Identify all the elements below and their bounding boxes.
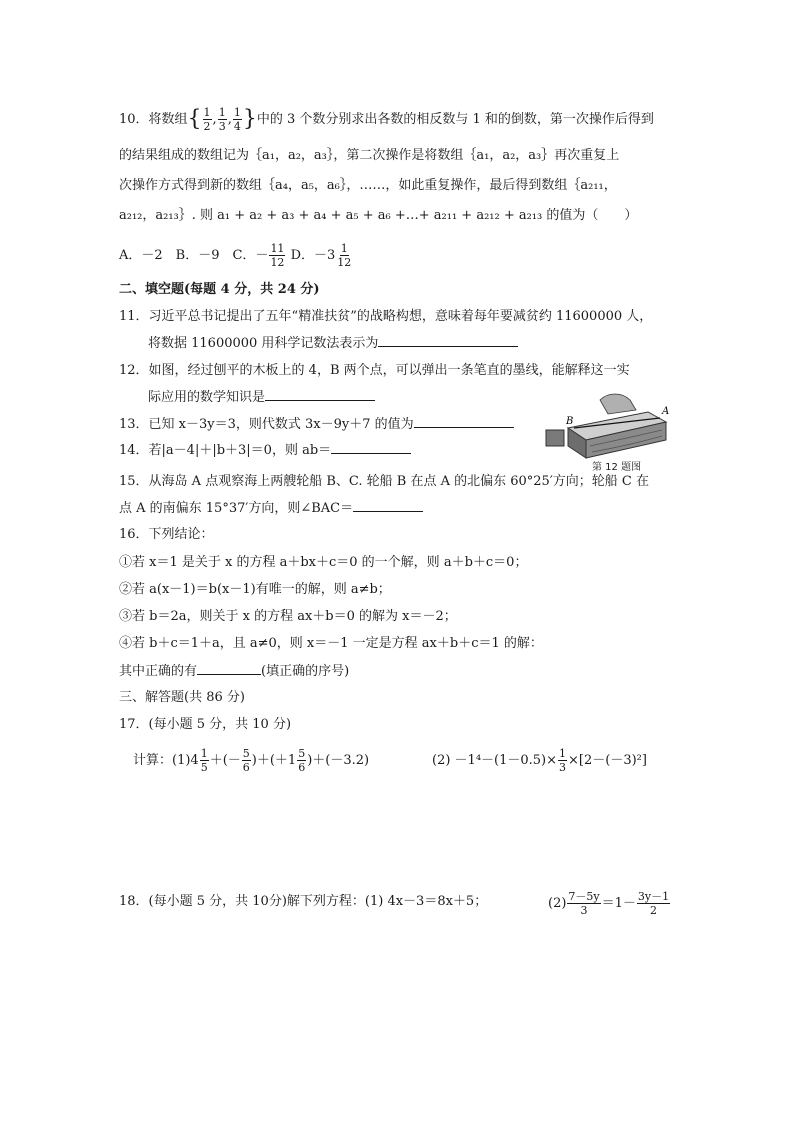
- q11-line-2: 将数据 11600000 用科学记数法表示为: [148, 333, 518, 354]
- q10-line-2: 的结果组成的数组记为｛a₁，a₂，a₃｝，第二次操作是将数组｛a₁，a₂，a₃｝再次重复上: [119, 148, 620, 163]
- q18-part-1: 18．(每小题 5 分，共 10分)解下列方程：(1) 4x－3＝8x＋5；: [119, 894, 488, 909]
- brace-open: {: [187, 106, 202, 132]
- figure-caption: 第 12 题图: [592, 462, 642, 473]
- q10-line-1: 10．将数组{ $\frac{1}{2}$ , $\frac{1}{3}$ , $\frac{1}{4}$ }中的 3 个数分别求出各数的相反数与 1 和的倒数，第一次操作后得到: [119, 106, 654, 133]
- section-heading-fill-blank: 二、填空题(每题 4 分，共 24 分): [119, 282, 320, 297]
- fraction: $\frac{1}{5}$: [200, 747, 208, 774]
- q15-line-1: 15．从海岛 A 点观察海上两艘轮船 B、C. 轮船 B 在点 A 的北偏东 60°25′方向；轮船 C 在: [119, 474, 649, 489]
- q17-part-1: 计算：(1)4 $\frac{1}{5}$ ＋(－ $\frac{5}{6}$ )＋(＋1 $\frac{5}{6}$ )＋(－3.2): [133, 747, 370, 774]
- fraction: $\frac{5}{6}$: [298, 747, 306, 774]
- fraction: $\frac{5}{6}$: [242, 747, 250, 774]
- q11-line-1: 11．习近平总书记提出了五年“精准扶贫”的战略构想，意味着每年要减贫约 11600000 人，: [119, 309, 653, 324]
- answer-blank: [414, 414, 514, 428]
- q10-options: A．－2 B．－9 C．－ $\frac{11}{12}$ D．－3 $\frac{1}{12}$: [119, 242, 352, 269]
- hand-icon: [600, 394, 636, 414]
- q16-statement-1: ①若 x＝1 是关于 x 的方程 a＋bx＋c＝0 的一个解，则 a＋b＋c＝0；: [119, 555, 528, 570]
- q17-header: 17．(每小题 5 分，共 10 分): [119, 717, 292, 732]
- q16-intro: 16．下列结论：: [119, 527, 214, 542]
- q10-line-4: a₂₁₂，a₂₁₃｝. 则 a₁ + a₂ + a₃ + a₄ + a₅ + a₆ +…+ a₂₁₁ + a₂₁₂ + a₂₁₃ 的值为（ ）: [119, 208, 638, 223]
- section-heading-solve: 三、解答题(共 86 分): [119, 690, 245, 705]
- q10-text: 10．将数组: [119, 112, 188, 127]
- q16-statement-2: ②若 a(x－1)＝b(x－1)有唯一的解，则 a≠b；: [119, 582, 391, 597]
- answer-blank: [353, 498, 423, 512]
- fraction: $\frac{1}{3}$: [218, 106, 226, 133]
- q14: 14．若|a－4|＋|b＋3|＝0，则 ab＝: [119, 440, 411, 461]
- fraction: $\frac{1}{3}$: [559, 747, 567, 774]
- answer-blank: [265, 387, 375, 401]
- answer-blank: [197, 661, 261, 675]
- q16-statement-3: ③若 b＝2a，则关于 x 的方程 ax＋b＝0 的解为 x＝－2；: [119, 609, 457, 624]
- fraction: $\frac{11}{12}$: [270, 242, 285, 269]
- q16-answer: 其中正确的有 (填正确的序号): [119, 661, 349, 682]
- q18-part-2: (2) $\frac{7-5y}{3}$ ＝1－ $\frac{3y-1}{2}$: [548, 890, 670, 917]
- q16-statement-4: ④若 b＋c＝1＋a，且 a≠0，则 x＝－1 一定是方程 ax＋b＋c＝1 的解：: [119, 636, 543, 651]
- q10-text: 中的 3 个数分别求出各数的相反数与 1 和的倒数，第一次操作后得到: [256, 112, 654, 127]
- answer-blank: [378, 333, 518, 347]
- fraction: $\frac{3y-1}{2}$: [637, 890, 670, 917]
- q12-line-2: 际应用的数学知识是: [148, 387, 375, 408]
- q15-line-2: 点 A 的南偏东 15°37′方向，则∠BAC＝: [119, 498, 423, 519]
- brace-close: }: [242, 106, 257, 132]
- fraction: $\frac{1}{4}$: [233, 106, 241, 133]
- fraction: $\frac{7-5y}{3}$: [568, 890, 600, 917]
- q12-line-1: 12．如图，经过刨平的木板上的 4，B 两个点，可以弹出一条笔直的墨线，能解释这一实: [119, 363, 630, 378]
- q10-line-3: 次操作方式得到新的数组｛a₄，a₅，a₆｝，……，如此重复操作，最后得到数组｛a₂₁₁，: [119, 178, 617, 193]
- q13: 13．已知 x－3y＝3，则代数式 3x－9y＋7 的值为: [119, 414, 514, 435]
- label-a: A: [662, 406, 670, 417]
- ink-box: [546, 430, 564, 446]
- fraction: $\frac{1}{2}$: [203, 106, 211, 133]
- label-b: B: [566, 416, 574, 427]
- answer-blank: [331, 440, 411, 454]
- q17-part-2: (2) －1⁴－(1－0.5)× $\frac{1}{3}$ ×[2－(－3)²]: [432, 747, 647, 774]
- fraction: $\frac{1}{12}$: [337, 242, 352, 269]
